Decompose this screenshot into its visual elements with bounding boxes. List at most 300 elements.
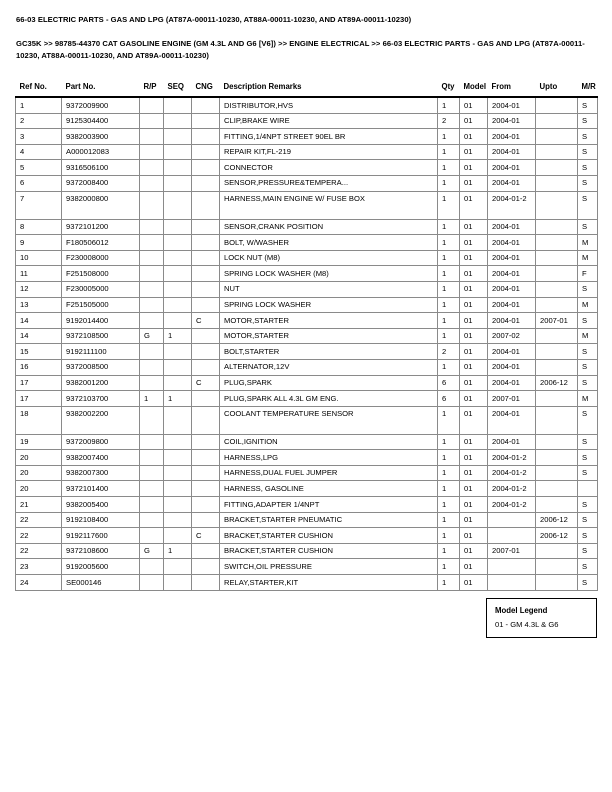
cell-upto — [536, 328, 578, 344]
cell-part: SE000146 — [62, 575, 140, 591]
cell-ref: 11 — [16, 266, 62, 282]
cell-from: 2004-01 — [488, 359, 536, 375]
cell-upto: 2007-01 — [536, 313, 578, 329]
cell-mr — [578, 481, 598, 497]
cell-upto — [536, 250, 578, 266]
cell-rp — [140, 97, 164, 113]
cell-from: 2007-02 — [488, 328, 536, 344]
cell-from: 2004-01 — [488, 129, 536, 145]
cell-model: 01 — [460, 465, 488, 481]
cell-seq: 1 — [164, 328, 192, 344]
cell-desc: DISTRIBUTOR,HVS — [220, 97, 438, 113]
cell-rp — [140, 375, 164, 391]
cell-desc: CONNECTOR — [220, 160, 438, 176]
cell-rp — [140, 160, 164, 176]
cell-seq: 1 — [164, 391, 192, 407]
table-row — [16, 375, 598, 391]
cell-part: F180506012 — [62, 235, 140, 251]
cell-cng — [192, 144, 220, 160]
cell-cng — [192, 391, 220, 407]
cell-mr: S — [578, 219, 598, 235]
cell-seq — [164, 160, 192, 176]
cell-cng — [192, 359, 220, 375]
cell-qty: 1 — [438, 328, 460, 344]
cell-qty: 1 — [438, 313, 460, 329]
cell-mr: S — [578, 144, 598, 160]
cell-cng — [192, 497, 220, 513]
cell-mr: S — [578, 575, 598, 591]
cell-from: 2004-01 — [488, 235, 536, 251]
cell-qty: 1 — [438, 575, 460, 591]
cell-part: A000012083 — [62, 144, 140, 160]
table-row — [16, 97, 598, 113]
cell-cng — [192, 559, 220, 575]
model-legend-title: Model Legend — [495, 606, 548, 615]
cell-mr: S — [578, 113, 598, 129]
cell-part: 9125304400 — [62, 113, 140, 129]
cell-seq — [164, 450, 192, 466]
cell-from: 2007-01 — [488, 391, 536, 407]
table-row — [16, 129, 598, 145]
cell-mr: S — [578, 465, 598, 481]
cell-cng — [192, 450, 220, 466]
cell-seq — [164, 144, 192, 160]
cell-cng: C — [192, 313, 220, 329]
table-row — [16, 575, 598, 591]
cell-upto — [536, 175, 578, 191]
table-row — [16, 528, 598, 544]
cell-upto — [536, 235, 578, 251]
column-header-description: Description Remarks — [223, 82, 302, 91]
cell-model: 01 — [460, 359, 488, 375]
column-header-model: Model — [463, 82, 487, 91]
cell-rp: 1 — [140, 391, 164, 407]
cell-model: 01 — [460, 375, 488, 391]
cell-upto: 2006-12 — [536, 512, 578, 528]
cell-qty: 1 — [438, 359, 460, 375]
cell-ref: 16 — [16, 359, 62, 375]
cell-from: 2004-01 — [488, 250, 536, 266]
cell-seq — [164, 528, 192, 544]
cell-ref: 14 — [16, 328, 62, 344]
cell-model: 01 — [460, 235, 488, 251]
cell-upto — [536, 191, 578, 219]
cell-seq — [164, 129, 192, 145]
cell-desc: BRACKET,STARTER PNEUMATIC — [220, 512, 438, 528]
cell-model: 01 — [460, 297, 488, 313]
table-row — [16, 175, 598, 191]
cell-cng — [192, 328, 220, 344]
cell-part: 9382001200 — [62, 375, 140, 391]
cell-from: 2004-01 — [488, 144, 536, 160]
cell-mr: M — [578, 235, 598, 251]
cell-desc: HARNESS, GASOLINE — [220, 481, 438, 497]
table-row — [16, 481, 598, 497]
cell-from: 2004-01 — [488, 297, 536, 313]
cell-qty: 1 — [438, 191, 460, 219]
cell-qty: 1 — [438, 129, 460, 145]
cell-desc: PLUG,SPARK ALL 4.3L GM ENG. — [220, 391, 438, 407]
cell-model: 01 — [460, 266, 488, 282]
cell-mr: S — [578, 359, 598, 375]
cell-model: 01 — [460, 97, 488, 113]
cell-seq — [164, 359, 192, 375]
cell-ref: 22 — [16, 543, 62, 559]
cell-mr: M — [578, 297, 598, 313]
page-title: 66-03 ELECTRIC PARTS - GAS AND LPG (AT87A-00011-10230, AT88A-00011-10230, AND AT89A-00011-10230) — [16, 15, 412, 24]
model-legend-entry: 01 - GM 4.3L & G6 — [495, 620, 559, 629]
cell-ref: 7 — [16, 191, 62, 219]
cell-part: 9316506100 — [62, 160, 140, 176]
cell-mr: S — [578, 450, 598, 466]
breadcrumb: GC35K >> 98785-44370 CAT GASOLINE ENGINE (GM 4.3L AND G6 [V6]) >> ENGINE ELECTRICAL >> 66-03 ELECTRIC PARTS - GAS AND LPG (AT87A-00011-10230, AT88A-00011-10230, AND AT89A-00011-10230) — [16, 39, 585, 60]
cell-mr: S — [578, 160, 598, 176]
cell-ref: 20 — [16, 465, 62, 481]
cell-rp — [140, 144, 164, 160]
cell-seq — [164, 434, 192, 450]
cell-mr: S — [578, 313, 598, 329]
table-row — [16, 450, 598, 466]
cell-rp — [140, 512, 164, 528]
cell-upto — [536, 559, 578, 575]
table-row — [16, 191, 598, 219]
cell-seq — [164, 219, 192, 235]
cell-desc: SENSOR,CRANK POSITION — [220, 219, 438, 235]
cell-part: 9382007300 — [62, 465, 140, 481]
cell-from: 2004-01 — [488, 113, 536, 129]
cell-desc: MOTOR,STARTER — [220, 328, 438, 344]
cell-mr: S — [578, 406, 598, 434]
cell-desc: HARNESS,LPG — [220, 450, 438, 466]
table-row — [16, 543, 598, 559]
cell-mr: S — [578, 434, 598, 450]
cell-qty: 1 — [438, 528, 460, 544]
cell-mr: M — [578, 391, 598, 407]
cell-desc: SPRING LOCK WASHER (M8) — [220, 266, 438, 282]
cell-seq: 1 — [164, 543, 192, 559]
cell-cng — [192, 97, 220, 113]
cell-model: 01 — [460, 559, 488, 575]
cell-from — [488, 528, 536, 544]
cell-upto — [536, 481, 578, 497]
cell-qty: 1 — [438, 266, 460, 282]
cell-ref: 6 — [16, 175, 62, 191]
column-header-cng: CNG — [195, 82, 213, 91]
cell-cng — [192, 160, 220, 176]
cell-rp — [140, 129, 164, 145]
cell-desc: SWITCH,OIL PRESSURE — [220, 559, 438, 575]
cell-part: 9382007400 — [62, 450, 140, 466]
cell-cng — [192, 434, 220, 450]
cell-upto — [536, 543, 578, 559]
table-row — [16, 512, 598, 528]
cell-from — [488, 512, 536, 528]
cell-model: 01 — [460, 328, 488, 344]
cell-upto: 2006-12 — [536, 375, 578, 391]
cell-rp — [140, 359, 164, 375]
cell-upto — [536, 497, 578, 513]
cell-ref: 2 — [16, 113, 62, 129]
cell-mr: S — [578, 344, 598, 360]
cell-desc: FITTING,1/4NPT STREET 90EL BR — [220, 129, 438, 145]
cell-desc: RELAY,STARTER,KIT — [220, 575, 438, 591]
cell-rp — [140, 528, 164, 544]
cell-seq — [164, 266, 192, 282]
cell-model: 01 — [460, 543, 488, 559]
cell-part: 9372103700 — [62, 391, 140, 407]
cell-part: F251508000 — [62, 266, 140, 282]
cell-cng — [192, 266, 220, 282]
cell-desc: FITTING,ADAPTER 1/4NPT — [220, 497, 438, 513]
cell-desc: HARNESS,MAIN ENGINE W/ FUSE BOX — [220, 191, 438, 219]
cell-mr: S — [578, 559, 598, 575]
column-header-mr: M/R — [581, 82, 596, 91]
cell-mr: M — [578, 250, 598, 266]
cell-qty: 1 — [438, 144, 460, 160]
cell-upto — [536, 266, 578, 282]
cell-from: 2004-01-2 — [488, 481, 536, 497]
cell-from: 2004-01-2 — [488, 497, 536, 513]
cell-model: 01 — [460, 450, 488, 466]
cell-from: 2004-01 — [488, 313, 536, 329]
table-row — [16, 497, 598, 513]
cell-ref: 22 — [16, 528, 62, 544]
cell-cng — [192, 191, 220, 219]
cell-part: 9372101200 — [62, 219, 140, 235]
cell-from: 2004-01 — [488, 219, 536, 235]
cell-model: 01 — [460, 281, 488, 297]
cell-desc: BOLT, W/WASHER — [220, 235, 438, 251]
cell-part: 9192108400 — [62, 512, 140, 528]
cell-from: 2004-01 — [488, 344, 536, 360]
cell-desc: SENSOR,PRESSURE&TEMPERA... — [220, 175, 438, 191]
cell-cng — [192, 235, 220, 251]
cell-qty: 2 — [438, 344, 460, 360]
cell-upto — [536, 97, 578, 113]
cell-cng — [192, 465, 220, 481]
cell-cng — [192, 575, 220, 591]
cell-seq — [164, 281, 192, 297]
cell-qty: 1 — [438, 235, 460, 251]
cell-qty: 1 — [438, 559, 460, 575]
parts-table — [15, 82, 598, 591]
cell-seq — [164, 497, 192, 513]
cell-seq — [164, 313, 192, 329]
cell-upto — [536, 450, 578, 466]
cell-rp — [140, 344, 164, 360]
column-header-upto: Upto — [539, 82, 558, 91]
table-row — [16, 344, 598, 360]
cell-from: 2004-01 — [488, 175, 536, 191]
cell-model: 01 — [460, 434, 488, 450]
cell-ref: 4 — [16, 144, 62, 160]
cell-desc: LOCK NUT (M8) — [220, 250, 438, 266]
cell-model: 01 — [460, 528, 488, 544]
cell-upto — [536, 129, 578, 145]
cell-rp — [140, 434, 164, 450]
table-row — [16, 434, 598, 450]
cell-mr: S — [578, 175, 598, 191]
cell-upto — [536, 297, 578, 313]
cell-model: 01 — [460, 250, 488, 266]
cell-qty: 2 — [438, 113, 460, 129]
cell-cng — [192, 175, 220, 191]
cell-model: 01 — [460, 144, 488, 160]
table-row — [16, 281, 598, 297]
cell-part: 9382002200 — [62, 406, 140, 434]
cell-rp — [140, 465, 164, 481]
cell-model: 01 — [460, 113, 488, 129]
cell-rp: G — [140, 543, 164, 559]
cell-part: 9382000800 — [62, 191, 140, 219]
cell-ref: 24 — [16, 575, 62, 591]
parts-table-container — [15, 82, 597, 591]
cell-from: 2007-01 — [488, 543, 536, 559]
cell-cng — [192, 512, 220, 528]
cell-cng — [192, 297, 220, 313]
cell-model: 01 — [460, 344, 488, 360]
cell-qty: 1 — [438, 481, 460, 497]
cell-seq — [164, 191, 192, 219]
table-row — [16, 219, 598, 235]
cell-qty: 1 — [438, 297, 460, 313]
cell-rp — [140, 266, 164, 282]
cell-desc: MOTOR,STARTER — [220, 313, 438, 329]
model-legend-box — [486, 598, 597, 638]
cell-desc: CLIP,BRAKE WIRE — [220, 113, 438, 129]
cell-ref: 20 — [16, 450, 62, 466]
cell-upto — [536, 434, 578, 450]
cell-ref: 8 — [16, 219, 62, 235]
cell-upto — [536, 144, 578, 160]
cell-upto — [536, 281, 578, 297]
cell-mr: F — [578, 266, 598, 282]
cell-desc: SPRING LOCK WASHER — [220, 297, 438, 313]
cell-desc: COOLANT TEMPERATURE SENSOR — [220, 406, 438, 434]
cell-ref: 3 — [16, 129, 62, 145]
cell-upto — [536, 160, 578, 176]
cell-cng — [192, 129, 220, 145]
cell-rp — [140, 575, 164, 591]
cell-qty: 1 — [438, 434, 460, 450]
cell-rp — [140, 450, 164, 466]
table-header-row — [16, 82, 598, 97]
cell-seq — [164, 406, 192, 434]
cell-rp — [140, 481, 164, 497]
cell-part: 9192005600 — [62, 559, 140, 575]
cell-rp — [140, 250, 164, 266]
cell-upto — [536, 406, 578, 434]
cell-from: 2004-01 — [488, 97, 536, 113]
cell-part: 9382003900 — [62, 129, 140, 145]
table-row — [16, 328, 598, 344]
cell-part: 9372008500 — [62, 359, 140, 375]
cell-ref: 18 — [16, 406, 62, 434]
cell-desc: COIL,IGNITION — [220, 434, 438, 450]
cell-ref: 15 — [16, 344, 62, 360]
cell-mr: S — [578, 512, 598, 528]
cell-ref: 14 — [16, 313, 62, 329]
cell-part: 9372101400 — [62, 481, 140, 497]
cell-from: 2004-01 — [488, 375, 536, 391]
cell-part: F230008000 — [62, 250, 140, 266]
cell-ref: 9 — [16, 235, 62, 251]
cell-from: 2004-01 — [488, 266, 536, 282]
cell-from: 2004-01 — [488, 434, 536, 450]
cell-qty: 1 — [438, 160, 460, 176]
cell-model: 01 — [460, 160, 488, 176]
cell-seq — [164, 97, 192, 113]
cell-upto: 2006-12 — [536, 528, 578, 544]
cell-seq — [164, 235, 192, 251]
cell-ref: 17 — [16, 391, 62, 407]
cell-rp — [140, 497, 164, 513]
cell-qty: 1 — [438, 512, 460, 528]
column-header-from: From — [491, 82, 511, 91]
cell-ref: 12 — [16, 281, 62, 297]
cell-seq — [164, 175, 192, 191]
cell-model: 01 — [460, 175, 488, 191]
table-row — [16, 559, 598, 575]
cell-ref: 21 — [16, 497, 62, 513]
cell-desc: NUT — [220, 281, 438, 297]
table-row — [16, 160, 598, 176]
cell-cng — [192, 543, 220, 559]
cell-ref: 1 — [16, 97, 62, 113]
cell-model: 01 — [460, 497, 488, 513]
table-row — [16, 359, 598, 375]
parts-table-header — [16, 82, 598, 97]
cell-part: F230005000 — [62, 281, 140, 297]
cell-mr: S — [578, 191, 598, 219]
cell-mr: S — [578, 497, 598, 513]
cell-ref: 5 — [16, 160, 62, 176]
cell-ref: 19 — [16, 434, 62, 450]
cell-from: 2004-01 — [488, 406, 536, 434]
cell-from: 2004-01 — [488, 160, 536, 176]
cell-cng: C — [192, 528, 220, 544]
cell-part: 9192111100 — [62, 344, 140, 360]
cell-mr: S — [578, 97, 598, 113]
table-row — [16, 297, 598, 313]
cell-model: 01 — [460, 575, 488, 591]
cell-rp — [140, 175, 164, 191]
cell-ref: 22 — [16, 512, 62, 528]
cell-qty: 1 — [438, 281, 460, 297]
cell-part: 9372009900 — [62, 97, 140, 113]
cell-rp — [140, 297, 164, 313]
cell-desc: ALTERNATOR,12V — [220, 359, 438, 375]
column-header-qty: Qty — [441, 82, 455, 91]
cell-cng — [192, 281, 220, 297]
cell-qty: 6 — [438, 375, 460, 391]
cell-seq — [164, 250, 192, 266]
cell-upto — [536, 219, 578, 235]
cell-upto — [536, 575, 578, 591]
cell-ref: 10 — [16, 250, 62, 266]
cell-qty: 1 — [438, 97, 460, 113]
cell-desc: BOLT,STARTER — [220, 344, 438, 360]
cell-qty: 1 — [438, 450, 460, 466]
cell-seq — [164, 297, 192, 313]
cell-from: 2004-01-2 — [488, 191, 536, 219]
table-row — [16, 144, 598, 160]
cell-model: 01 — [460, 391, 488, 407]
cell-mr: S — [578, 528, 598, 544]
cell-model: 01 — [460, 219, 488, 235]
cell-part: F251505000 — [62, 297, 140, 313]
cell-ref: 17 — [16, 375, 62, 391]
